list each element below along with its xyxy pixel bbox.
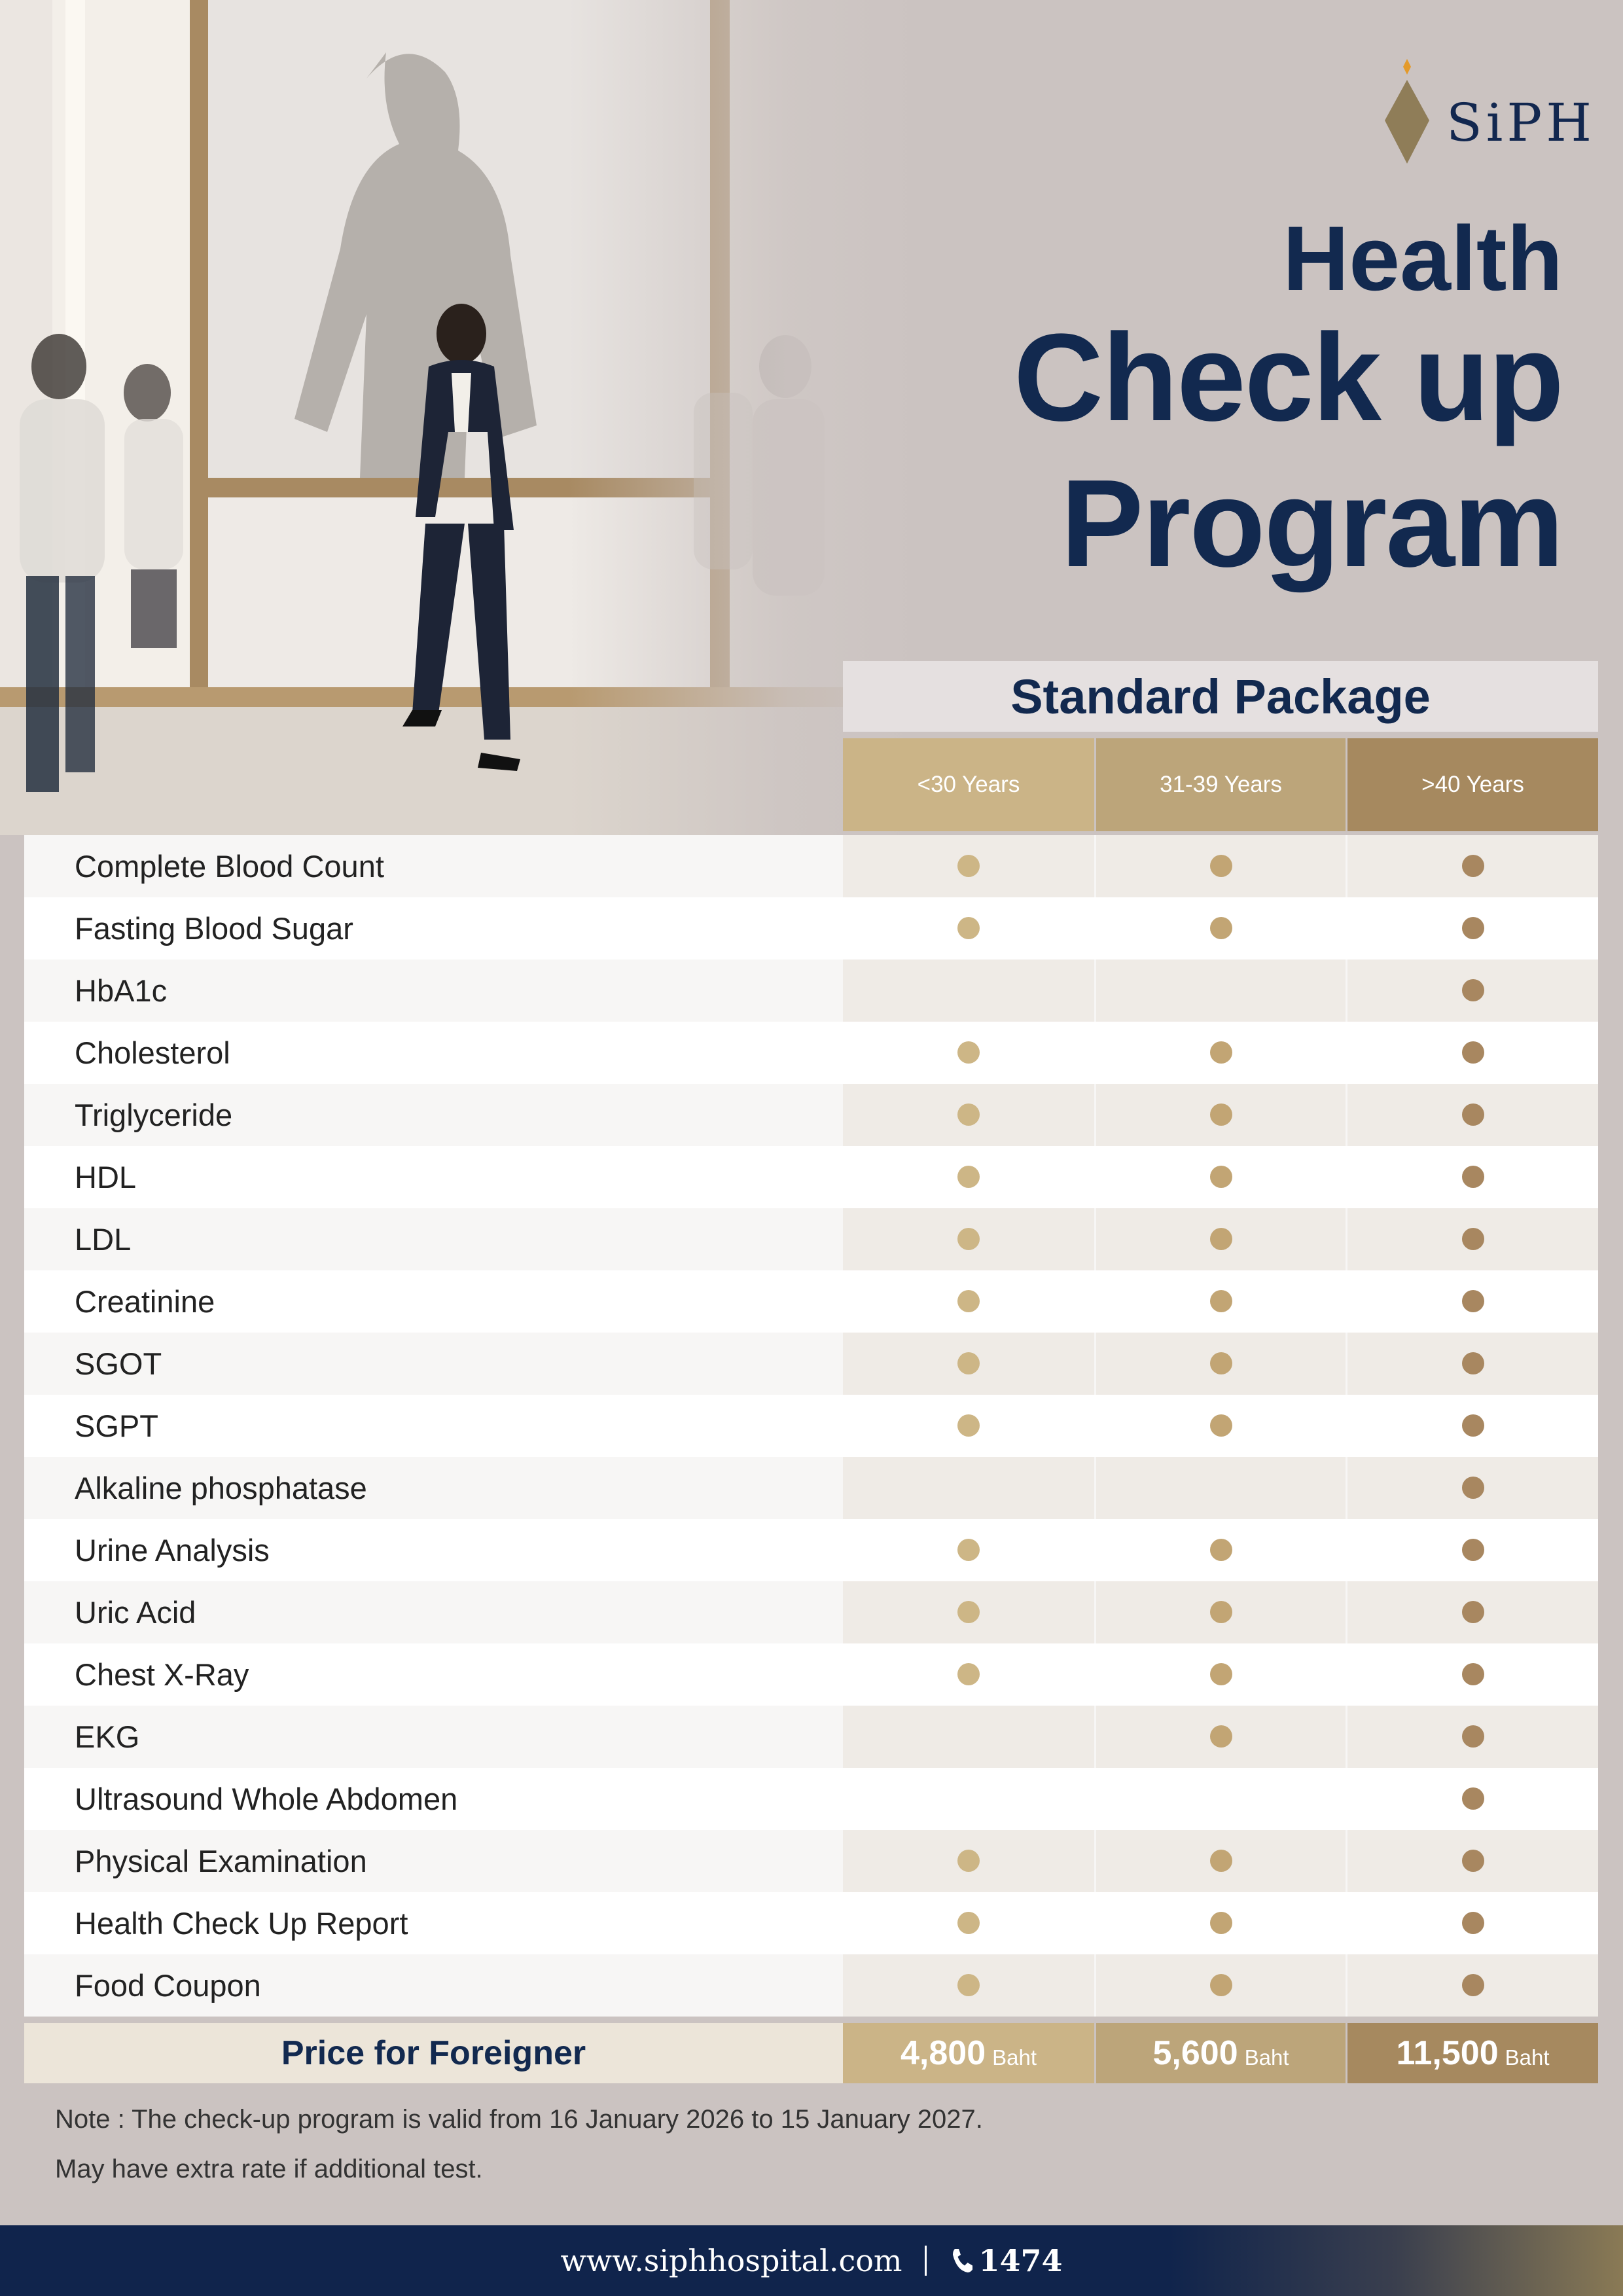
included-dot-icon xyxy=(1210,1974,1232,1996)
included-dot-icon xyxy=(1462,1166,1484,1188)
included-dot-icon xyxy=(1210,1912,1232,1934)
table-row xyxy=(24,1830,1598,1892)
test-name: Health Check Up Report xyxy=(75,1906,408,1941)
table-row xyxy=(24,960,1598,1022)
included-dot-icon xyxy=(1462,1103,1484,1126)
table-cell xyxy=(1347,835,1598,897)
table-cell xyxy=(1347,1519,1598,1581)
included-dot-icon xyxy=(1210,1290,1232,1312)
included-dot-icon xyxy=(1462,1352,1484,1374)
included-dot-icon xyxy=(1462,1912,1484,1934)
footer-divider xyxy=(925,2246,927,2276)
table-cell xyxy=(1347,1643,1598,1706)
page-title xyxy=(1014,209,1563,599)
table-row xyxy=(24,1643,1598,1706)
included-dot-icon xyxy=(957,855,980,877)
test-name: EKG xyxy=(75,1719,140,1754)
table-cell xyxy=(1347,1022,1598,1084)
included-dot-icon xyxy=(957,1850,980,1872)
table-cell xyxy=(1347,960,1598,1022)
table-row xyxy=(24,1395,1598,1457)
test-name: Physical Examination xyxy=(75,1844,367,1878)
test-name: Fasting Blood Sugar xyxy=(75,911,353,946)
table-cell xyxy=(1096,1395,1346,1457)
hero-photo xyxy=(0,0,916,835)
table-cell xyxy=(1096,1270,1346,1333)
siph-logo-text: SiPH xyxy=(1446,92,1596,153)
included-dot-icon xyxy=(1462,1850,1484,1872)
table-cell xyxy=(1096,1519,1346,1581)
test-name: Cholesterol xyxy=(75,1035,230,1070)
test-name: Chest X-Ray xyxy=(75,1657,249,1692)
package-title: Standard Package xyxy=(843,661,1598,732)
table-cell xyxy=(843,1954,1094,2017)
table-cell xyxy=(843,1768,1094,1830)
table-cell xyxy=(843,1084,1094,1146)
test-name: LDL xyxy=(75,1222,132,1257)
test-name: HDL xyxy=(75,1160,137,1194)
table-cell xyxy=(843,1270,1094,1333)
included-dot-icon xyxy=(1462,1228,1484,1250)
included-dot-icon xyxy=(1210,1725,1232,1748)
footer-bar xyxy=(0,2225,1623,2296)
included-dot-icon xyxy=(957,1539,980,1561)
included-dot-icon xyxy=(1210,1663,1232,1685)
table-cell xyxy=(1347,1892,1598,1954)
column-header-under-30: <30 Years xyxy=(843,738,1094,831)
price-row xyxy=(24,2023,1598,2083)
price-unit: Baht xyxy=(1505,2045,1550,2070)
included-dot-icon xyxy=(957,1663,980,1685)
column-header-31-39: 31-39 Years xyxy=(1096,738,1346,831)
table-cell xyxy=(1347,1208,1598,1270)
table-cell xyxy=(843,960,1094,1022)
included-dot-icon xyxy=(957,1352,980,1374)
included-dot-icon xyxy=(1210,917,1232,939)
table-cell xyxy=(1096,1333,1346,1395)
included-dot-icon xyxy=(1210,1850,1232,1872)
table-cell xyxy=(1347,1706,1598,1768)
table-row xyxy=(24,835,1598,897)
website-link[interactable]: www.siphhospital.com xyxy=(560,2243,902,2278)
price-value: 11,500 xyxy=(1396,2034,1499,2072)
included-dot-icon xyxy=(957,917,980,939)
table-cell xyxy=(1096,835,1346,897)
table-cell xyxy=(843,1519,1094,1581)
table-cell xyxy=(843,1643,1094,1706)
table-row xyxy=(24,1022,1598,1084)
title-line-3: Program xyxy=(1060,454,1563,593)
included-dot-icon xyxy=(1462,1290,1484,1312)
included-dot-icon xyxy=(957,1166,980,1188)
price-cell-31-39 xyxy=(1096,2023,1346,2083)
price-unit: Baht xyxy=(1244,2045,1289,2070)
table-cell xyxy=(1347,1270,1598,1333)
table-cell xyxy=(843,1581,1094,1643)
included-dot-icon xyxy=(1462,1974,1484,1996)
phone-icon xyxy=(949,2246,972,2275)
column-header-over-40: >40 Years xyxy=(1347,738,1598,831)
table-cell xyxy=(843,835,1094,897)
table-cell xyxy=(1096,1146,1346,1208)
table-row xyxy=(24,1892,1598,1954)
table-cell xyxy=(843,1892,1094,1954)
included-dot-icon xyxy=(1210,855,1232,877)
test-table xyxy=(24,835,1598,2017)
table-row xyxy=(24,1146,1598,1208)
table-cell xyxy=(1347,1581,1598,1643)
table-cell xyxy=(843,1208,1094,1270)
table-row xyxy=(24,897,1598,960)
included-dot-icon xyxy=(1462,1601,1484,1623)
test-name: Uric Acid xyxy=(75,1595,196,1630)
included-dot-icon xyxy=(957,1912,980,1934)
table-cell xyxy=(1096,1830,1346,1892)
test-name: Alkaline phosphatase xyxy=(75,1471,367,1505)
test-name: Ultrasound Whole Abdomen xyxy=(75,1782,458,1816)
table-cell xyxy=(1096,1706,1346,1768)
included-dot-icon xyxy=(957,1228,980,1250)
included-dot-icon xyxy=(957,1103,980,1126)
test-name: HbA1c xyxy=(75,973,168,1008)
table-row xyxy=(24,1270,1598,1333)
included-dot-icon xyxy=(1210,1166,1232,1188)
price-value: 4,800 xyxy=(900,2034,986,2072)
extra-rate-note: May have extra rate if additional test. xyxy=(55,2155,483,2183)
table-cell xyxy=(1096,1768,1346,1830)
included-dot-icon xyxy=(1210,1601,1232,1623)
included-dot-icon xyxy=(1210,1414,1232,1437)
table-cell xyxy=(1347,1333,1598,1395)
table-row xyxy=(24,1084,1598,1146)
table-cell xyxy=(843,1830,1094,1892)
test-name: Creatinine xyxy=(75,1284,215,1319)
table-cell xyxy=(1096,1457,1346,1519)
included-dot-icon xyxy=(1210,1539,1232,1561)
included-dot-icon xyxy=(1462,979,1484,1001)
table-cell xyxy=(1347,1395,1598,1457)
included-dot-icon xyxy=(957,1290,980,1312)
price-cell-over-40 xyxy=(1347,2023,1598,2083)
included-dot-icon xyxy=(1462,1725,1484,1748)
title-line-2: Check up xyxy=(1013,308,1563,447)
validity-note: Note : The check-up program is valid from 16 January 2026 to 15 January 2027. xyxy=(55,2105,983,2134)
included-dot-icon xyxy=(1210,1228,1232,1250)
table-cell xyxy=(1347,1457,1598,1519)
included-dot-icon xyxy=(957,1414,980,1437)
test-name: Urine Analysis xyxy=(75,1533,270,1568)
table-cell xyxy=(843,1395,1094,1457)
table-cell xyxy=(1347,1146,1598,1208)
price-value: 5,600 xyxy=(1152,2034,1238,2072)
table-cell xyxy=(1347,1954,1598,2017)
included-dot-icon xyxy=(1462,917,1484,939)
included-dot-icon xyxy=(1462,1663,1484,1685)
included-dot-icon xyxy=(1462,1041,1484,1064)
table-cell xyxy=(1096,1954,1346,2017)
table-row xyxy=(24,1333,1598,1395)
table-cell xyxy=(1096,960,1346,1022)
included-dot-icon xyxy=(1462,1539,1484,1561)
table-row xyxy=(24,1208,1598,1270)
included-dot-icon xyxy=(1210,1352,1232,1374)
table-row xyxy=(24,1457,1598,1519)
included-dot-icon xyxy=(957,1974,980,1996)
included-dot-icon xyxy=(1462,1414,1484,1437)
table-cell xyxy=(1347,1830,1598,1892)
table-cell xyxy=(843,1333,1094,1395)
price-label: Price for Foreigner xyxy=(24,2023,843,2083)
table-row xyxy=(24,1768,1598,1830)
table-cell xyxy=(843,1457,1094,1519)
table-cell xyxy=(1347,1768,1598,1830)
table-cell xyxy=(1096,897,1346,960)
table-row xyxy=(24,1519,1598,1581)
table-cell xyxy=(1096,1892,1346,1954)
table-row xyxy=(24,1581,1598,1643)
test-name: Food Coupon xyxy=(75,1968,261,2003)
table-cell xyxy=(1096,1208,1346,1270)
table-cell xyxy=(1347,1084,1598,1146)
included-dot-icon xyxy=(1210,1103,1232,1126)
title-line-1: Health xyxy=(1283,207,1563,310)
test-name: SGOT xyxy=(75,1346,162,1381)
included-dot-icon xyxy=(1462,855,1484,877)
table-row xyxy=(24,1954,1598,2017)
table-cell xyxy=(843,1146,1094,1208)
test-name: SGPT xyxy=(75,1408,158,1443)
included-dot-icon xyxy=(957,1601,980,1623)
phone-number[interactable]: 1474 xyxy=(978,2243,1063,2278)
table-cell xyxy=(1096,1643,1346,1706)
table-row xyxy=(24,1706,1598,1768)
table-cell xyxy=(843,897,1094,960)
test-name: Triglyceride xyxy=(75,1098,233,1132)
included-dot-icon xyxy=(1210,1041,1232,1064)
table-cell xyxy=(843,1022,1094,1084)
included-dot-icon xyxy=(957,1041,980,1064)
table-cell xyxy=(843,1706,1094,1768)
table-cell xyxy=(1096,1084,1346,1146)
table-cell xyxy=(1096,1581,1346,1643)
included-dot-icon xyxy=(1462,1787,1484,1810)
table-cell xyxy=(1096,1022,1346,1084)
included-dot-icon xyxy=(1462,1477,1484,1499)
price-unit: Baht xyxy=(992,2045,1037,2070)
test-name: Complete Blood Count xyxy=(75,849,384,884)
table-cell xyxy=(1347,897,1598,960)
price-cell-under-30 xyxy=(843,2023,1094,2083)
